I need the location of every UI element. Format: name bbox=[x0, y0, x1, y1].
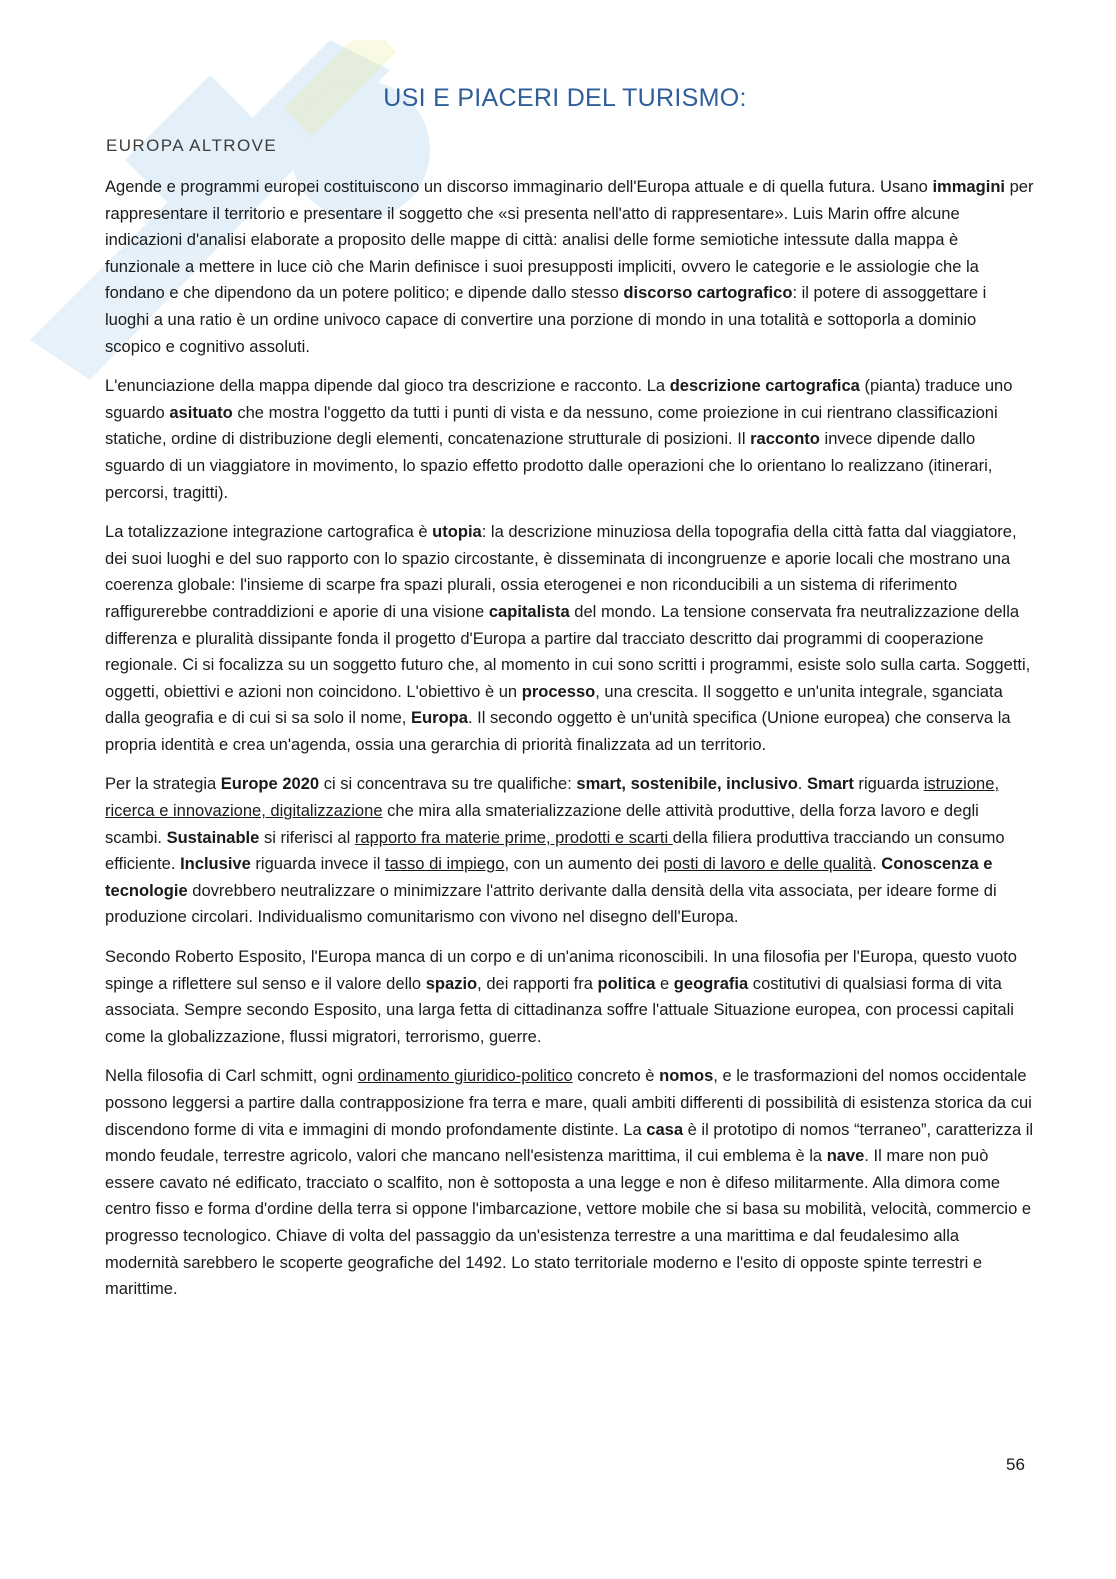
text-run: (pianta) traduce uno sguardo bbox=[105, 376, 1013, 422]
page-number: 56 bbox=[1006, 1455, 1025, 1474]
text-run: Nella filosofia di Carl schmitt, ogni bbox=[105, 1066, 358, 1086]
bold-term: Conoscenza e tecnologie bbox=[105, 854, 993, 900]
text-run: si riferisci al bbox=[259, 827, 355, 847]
text-run: . bbox=[872, 854, 882, 874]
underlined-term: rapporto fra materie prime, prodotti e scarti bbox=[354, 827, 673, 847]
text-run: costitutivi di qualsiasi forma di vita associata. Sempre secondo Esposito, una larga fetta di cittadinanza soffre l'attuale Situazione europea, con processi capitali come la globalizzazione, flussi migratori, terrorismo, guerre. bbox=[105, 973, 1014, 1046]
bold-term: smart, sostenibile, inclusivo bbox=[576, 774, 798, 794]
bold-term: descrizione cartografica bbox=[669, 376, 860, 396]
text-run: , dei rapporti fra bbox=[477, 973, 598, 993]
document-body bbox=[105, 174, 1035, 1316]
text-run: La totalizzazione integrazione cartografica è bbox=[105, 522, 433, 542]
bold-term: spazio bbox=[425, 973, 478, 993]
text-run: che mira alla smaterializzazione delle attività produttive, della forza lavoro e degli scambi. bbox=[105, 801, 979, 847]
text-run: Per la strategia bbox=[105, 774, 221, 794]
text-run: concreto è bbox=[572, 1066, 660, 1086]
bold-term: immagini bbox=[932, 177, 1006, 196]
text-run: Agende e programmi europei costituiscono un discorso immaginario dell'Europa attuale e di quella futura. Usano bbox=[105, 177, 933, 196]
bold-term: capitalista bbox=[488, 601, 570, 621]
text-run: , con un aumento dei bbox=[504, 854, 664, 874]
bold-term: discorso cartografico bbox=[623, 283, 793, 303]
text-run: riguarda invece il bbox=[250, 854, 385, 874]
paragraph bbox=[105, 373, 1035, 506]
paragraph bbox=[105, 771, 1035, 931]
bold-term: Inclusive bbox=[180, 854, 251, 874]
bold-term: Europe 2020 bbox=[220, 774, 320, 794]
text-run: invece dipende dallo sguardo di un viaggiatore in movimento, lo spazio effetto prodotto dalle operazioni che lo orientano lo realizzano (itinerari, percorsi, tragitti). bbox=[105, 429, 993, 502]
text-run: , e le trasformazioni del nomos occidentale possono leggersi a partire dalla contrapposizione fra terra e mare, quali ambiti differenti di possibilità di esistenza storica da cui discendono forme di vita e immagini di mondo profondamente distinte. La bbox=[105, 1066, 1032, 1139]
text-run: . Il secondo oggetto è un'unità specifica (Unione europea) che conserva la propria identità e crea un'agenda, ossia una gerarchia di priorità finalizzata ad un territorio. bbox=[105, 708, 1011, 754]
bold-term: geografia bbox=[673, 973, 749, 993]
bold-term: asituato bbox=[169, 402, 233, 422]
bold-term: Europa bbox=[411, 708, 468, 728]
text-run: ci si concentrava su tre qualifiche: bbox=[319, 774, 577, 794]
paragraph bbox=[105, 174, 1035, 360]
text-run: che mostra l'oggetto da tutti i punti di vista e da nessuno, come proiezione in cui rientrano classificazioni statiche, ordine di distribuzione degli elementi, concatenazione strutturale di posizioni. Il bbox=[105, 402, 998, 449]
text-run: della filiera produttiva tracciando un consumo efficiente. bbox=[105, 827, 1005, 874]
bold-term: processo bbox=[521, 681, 596, 701]
bold-term: nave bbox=[826, 1146, 865, 1166]
bold-term: racconto bbox=[750, 429, 820, 449]
bold-term: nomos bbox=[659, 1066, 714, 1086]
section-heading: EUROPA ALTROVE bbox=[106, 136, 278, 155]
text-run: L'enunciazione della mappa dipende dal gioco tra descrizione e racconto. La bbox=[105, 376, 670, 396]
text-run: è il prototipo di nomos “terraneo”, caratterizza il mondo feudale, terrestre agricolo, valori che mancano nell'esistenza marittima, il cui emblema è la bbox=[105, 1119, 1034, 1166]
text-run: Secondo Roberto Esposito, l'Europa manca di un corpo e di un'anima riconoscibili. In una filosofia per l'Europa, questo vuoto spinge a riflettere sul senso e il valore dello bbox=[105, 947, 1017, 993]
bold-term: Sustainable bbox=[166, 827, 260, 847]
text-run: e bbox=[655, 973, 674, 993]
text-run: riguarda bbox=[853, 774, 924, 794]
text-run: . bbox=[797, 774, 807, 794]
underlined-term: istruzione, ricerca e innovazione, digitalizzazione bbox=[105, 774, 1000, 821]
underlined-term: posti di lavoro e delle qualità bbox=[663, 854, 873, 874]
text-run: del mondo. La tensione conservata fra neutralizzazione della differenza e pluralità dissipante fonda il progetto d'Europa a partire dal tracciato descritto dai programmi di cooperazione regionale. Ci si focalizza su un soggetto futuro che, al momento in cui sono scritti i programmi, esiste solo sulla carta. Soggetti, oggetti, obiettivi e azioni non coincidono. L'obiettivo è un bbox=[105, 601, 1031, 701]
text-run: : il potere di assoggettare i luoghi a una ratio è un ordine univoco capace di convertire una porzione di mondo in una totalità e sottoporla a dominio scopico e cognitivo assoluti. bbox=[105, 283, 987, 356]
bold-term: utopia bbox=[432, 522, 482, 542]
paragraph bbox=[105, 1063, 1035, 1302]
bold-term: politica bbox=[597, 973, 656, 993]
page-title: USI E PIACERI DEL TURISMO: bbox=[383, 84, 747, 112]
paragraph bbox=[105, 944, 1035, 1050]
text-run: per rappresentare il territorio e presentare il soggetto che «si presenta nell'atto di rappresentare». Luis Marin offre alcune indicazioni d'analisi elaborate a proposito delle mappe di città: analisi delle forme semiotiche intessute dalla mappa è funzionale a mettere in luce ciò che Marin definisce i suoi presupposti impliciti, ovvero le categorie e le assiologie che la fondano e che dipendono da un potere politico; e dipende dallo stesso bbox=[105, 177, 1034, 303]
underlined-term: ordinamento giuridico-politico bbox=[357, 1066, 573, 1086]
text-run: , una crescita. Il soggetto e un'unita integrale, sganciata dalla geografia e di cui si sa solo il nome, bbox=[105, 681, 1003, 728]
text-run: dovrebbero neutralizzare o minimizzare l'attrito derivante dalla densità della vita associata, per ideare forme di produzione circolari. Individualismo comunitarismo con vivono nel disegno dell'Europa. bbox=[105, 880, 997, 927]
underlined-term: tasso di impiego bbox=[384, 854, 505, 874]
bold-term: Smart bbox=[806, 774, 854, 794]
paragraph bbox=[105, 519, 1035, 758]
text-run: : la descrizione minuziosa della topografia della città fatta dal viaggiatore, dei suoi luoghi e del suo rapporto con lo spazio circostante, è disseminata di incongruenze e aporie locali che mostrano una coerenza globale: l'insieme di scarpe fra spazi plurali, ossia eterogenei e non riconducibili a un sistema di riferimento raffigurerebbe contraddizioni e aporie di una visione bbox=[105, 522, 1017, 621]
bold-term: casa bbox=[646, 1119, 684, 1139]
text-run: . Il mare non può essere cavato né edificato, tracciato o scalfito, non è sottoposta a una legge e non è difeso militarmente. Alla dimora come centro fisso e forma d'ordine della terra si oppone l'imbarcazione, vettore mobile che si basa su mobilità, velocità, commercio e progresso tecnologico. Chiave di volta del passaggio da un'esistenza terrestre a una marittima e dal feudalesimo alla modernità sarebbero le scoperte geografiche del 1492. Lo stato territoriale moderno e l'esito di opposte spinte terrestri e marittime. bbox=[105, 1146, 1032, 1299]
